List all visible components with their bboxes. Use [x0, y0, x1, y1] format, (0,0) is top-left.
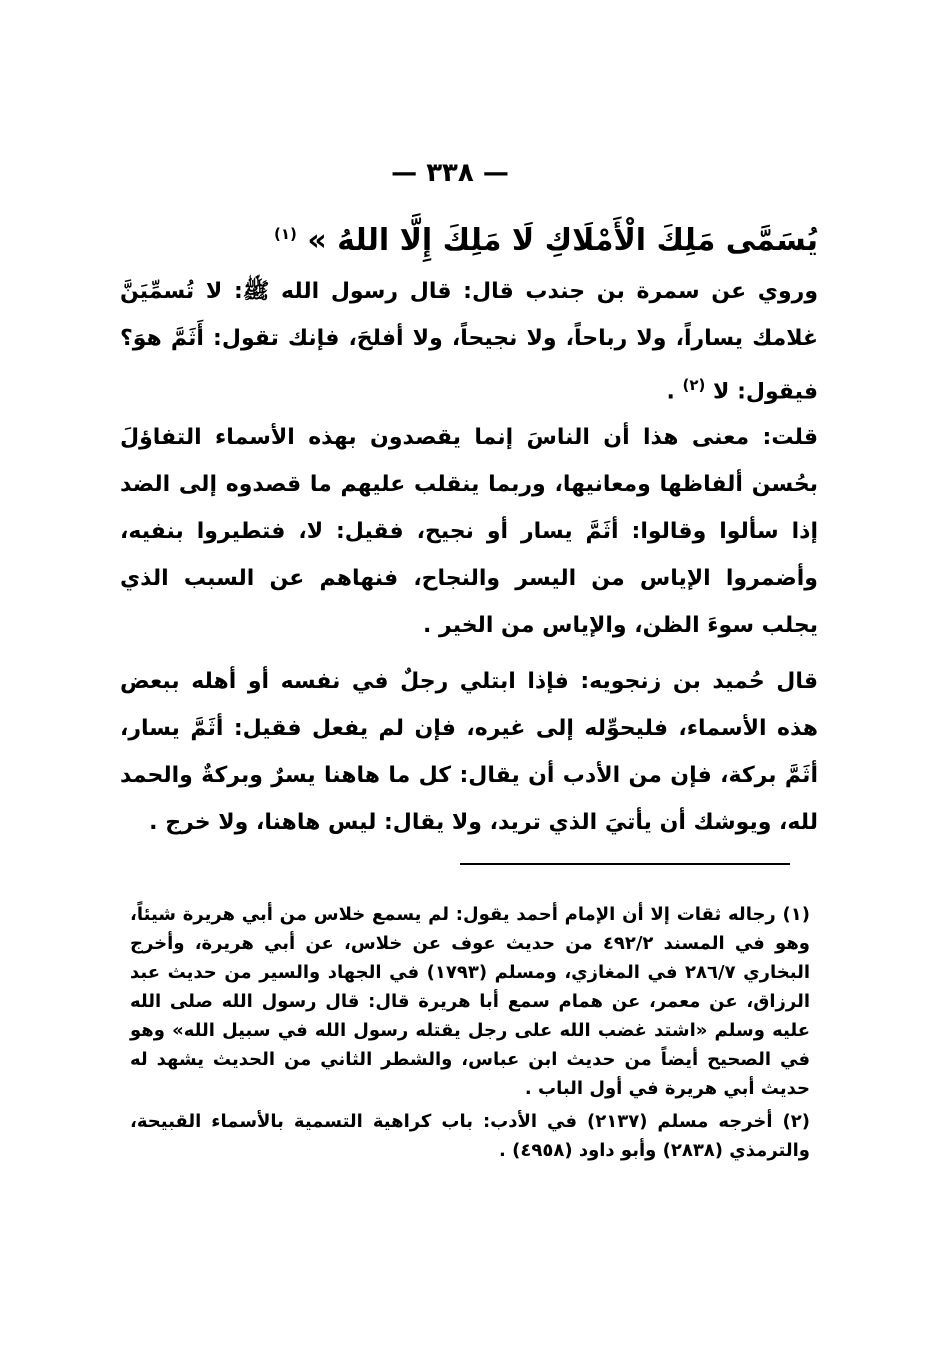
paragraph-humaid-quote: قال حُميد بن زنجويه: فإذا ابتلي رجلٌ في نفسه أو أهله ببعض هذه الأسماء، فليحوِّله إلى غيره، فإن لم يفعل فقيل: أثَمَّ يسار، أثَمَّ بركة، فإن من الأدب أن يقال: كل ما هاهنا يسرٌ وبركةٌ والحمد لله، ويوشك أن يأتيَ الذي تريد، ولا يقال: ليس هاهنا، ولا خرج . [120, 669, 818, 835]
page-number: — ٣٣٨ — [391, 158, 509, 188]
footnotes [130, 900, 810, 1169]
footnote-ref-1: (١) [273, 225, 297, 243]
hadith-quote-end [120, 206, 818, 269]
paragraph-samura-narration [120, 268, 818, 415]
paragraph-text: وروي عن سمرة بن جندب قال: قال رسول الله ﷺ: لا تُسمِّيَنَّ غلامك يساراً، ولا رباحاً، ولا نجيحاً، ولا أفلحَ، فإنك تقول: أَثَمَّ هوَ؟ فيقول: لا [120, 279, 818, 405]
paragraph-tail: . [666, 379, 675, 405]
footnote-divider [460, 863, 790, 865]
footnote-1: (١) رجاله ثقات إلا أن الإمام أحمد يقول: لم يسمع خلاس من أبي هريرة شيئاً، وهو في المسند ٤٩٢/٢ من حديث عوف عن خلاس، عن أبي هريرة، وأخرج البخاري ٢٨٦/٧ في المغازي، ومسلم (١٧٩٣) في الجهاد والسير من حديث عبد الرزاق، عن معمر، عن همام سمع أبا هريرة قال: قال رسول الله صلى الله عليه وسلم «اشتد غضب الله على رجل يقتله رسول الله في سبيل الله» وهو في الصحيح أيضاً من حديث ابن عباس، والشطر الثاني من الحديث يشهد له حديث أبي هريرة في أول الباب . [130, 904, 811, 1099]
paragraph-commentary: قلت: معنى هذا أن الناسَ إنما يقصدون بهذه الأسماء التفاؤلَ بحُسن ألفاظها ومعانيها، وربما ينقلب عليهم ما قصدوه إلى الضد إذا سألوا وقالوا: أثَمَّ يسار أو نجيح، فقيل: لا، فتطيروا بنفيه، وأضمروا الإياس من اليسر والنجاح، فنهاهم عن السبب الذي يجلب سوءَ الظن، والإياس من الخير . [120, 425, 818, 638]
quote-text: يُسَمَّى مَلِكَ الْأَمْلَاكِ لَا مَلِكَ إِلَّا اللهُ » [307, 223, 818, 258]
footnote-2: (٢) أخرجه مسلم (٢١٣٧) في الأدب: باب كراهية التسمية بالأسماء القبيحة، والترمذي (٢٨٣٨) وأبو داود (٤٩٥٨) . [130, 1111, 810, 1161]
footnote-ref-2: (٢) [682, 376, 706, 394]
